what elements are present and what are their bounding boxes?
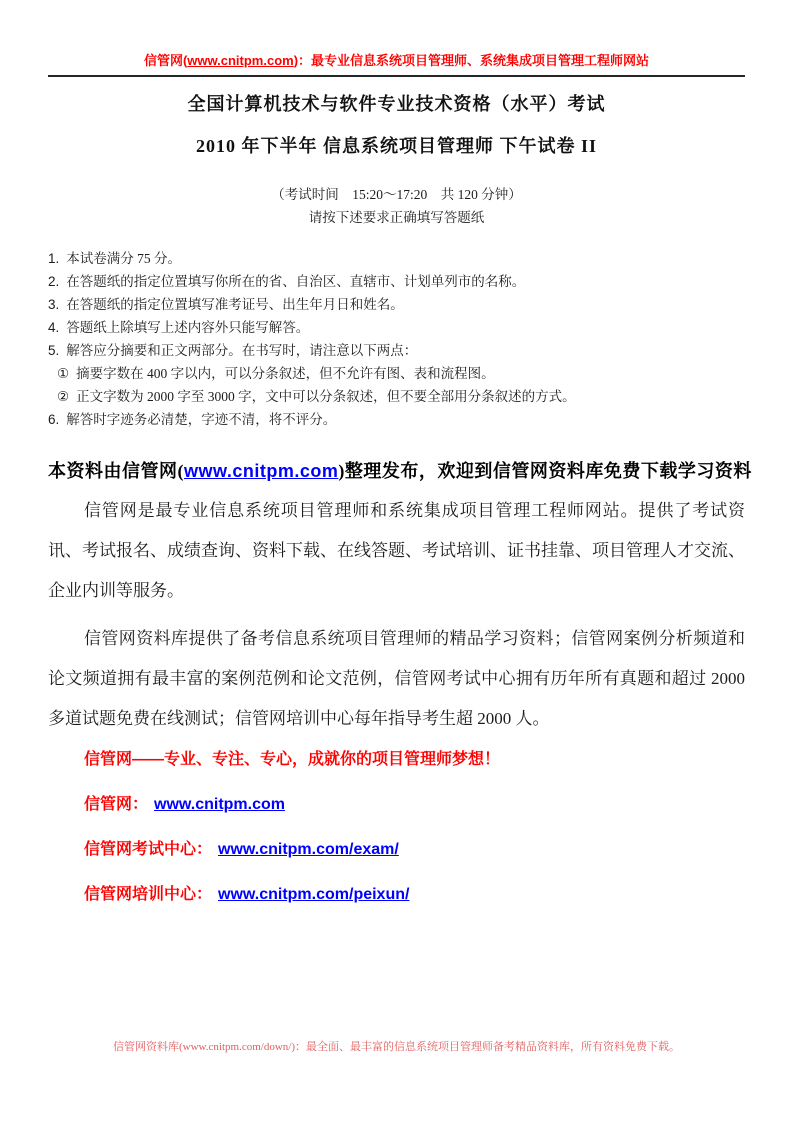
promo-paragraph-1: 信管网是最专业信息系统项目管理师和系统集成项目管理工程师网站。提供了考试资讯、考试报名、成绩查询、资料下载、在线答题、考试培训、证书挂靠、项目管理人才交流、企业内训等服务。 (48, 501, 745, 600)
instruction-number: 5. (48, 343, 60, 358)
instruction-text: 在答题纸的指定位置填写你所在的省、自治区、直辖市、计划单列市的名称。 (66, 274, 526, 289)
site-home-link[interactable]: www.cnitpm.com (154, 796, 285, 813)
instruction-item (48, 316, 745, 339)
header-site-link[interactable]: www.cnitpm.com (187, 53, 294, 68)
statement-suffix: )整理发布，欢迎到信管网资料库免费下载学习资料 (338, 461, 752, 481)
statement-prefix: 本资料由信管网( (48, 461, 184, 481)
site-link-label: 信管网： (84, 796, 149, 813)
header-suffix: )：最专业信息系统项目管理师、系统集成项目管理工程师网站 (293, 53, 650, 68)
training-center-label: 信管网培训中心： (84, 886, 213, 903)
instruction-text: 摘要字数在 400 字以内，可以分条叙述，但不允许有图、表和流程图。 (76, 366, 495, 381)
training-center-link-row (48, 884, 745, 906)
instruction-text: 在答题纸的指定位置填写准考证号、出生年月日和姓名。 (66, 297, 404, 312)
instruction-number: 2. (48, 274, 60, 289)
instruction-subitem (48, 362, 745, 385)
instruction-text: 本试卷满分 75 分。 (66, 251, 182, 266)
instruction-number: 6. (48, 412, 60, 427)
page-header (48, 52, 745, 77)
instruction-item (48, 270, 745, 293)
instruction-item (48, 247, 745, 270)
slogan-line: 信管网——专业、专注、专心，成就你的项目管理师梦想！ (84, 751, 501, 768)
instruction-text: 答题纸上除填写上述内容外只能写解答。 (66, 320, 310, 335)
instruction-item (48, 408, 745, 431)
exam-center-label: 信管网考试中心： (84, 841, 213, 858)
exam-center-link-row (48, 839, 745, 861)
instruction-number: 1. (48, 251, 60, 266)
exam-title-main: 全国计算机技术与软件专业技术资格（水平）考试 (187, 94, 606, 114)
instruction-item (48, 293, 745, 316)
promo-paragraph-2: 信管网资料库提供了备考信息系统项目管理师的精品学习资料；信管网案例分析频道和论文频道拥有最丰富的案例范例和论文范例，信管网考试中心拥有历年所有真题和超过 2000 多道试题免费在线测试；信管网培训中心每年指导考生超 2000 人。 (48, 629, 745, 728)
instruction-number: ② (57, 389, 70, 404)
instruction-text: 正文字数为 2000 字至 3000 字，文中可以分条叙述，但不要全部用分条叙述的方式。 (76, 389, 576, 404)
release-statement (48, 459, 752, 483)
instruction-number: 3. (48, 297, 60, 312)
statement-site-link[interactable]: www.cnitpm.com (184, 461, 339, 481)
instruction-text: 解答应分摘要和正文两部分。在书写时，请注意以下两点： (66, 343, 418, 358)
page-footer: 信管网资料库(www.cnitpm.com/down/)：最全面、最丰富的信息系统项目管理师备考精品资料库，所有资料免费下载。 (113, 1041, 680, 1053)
training-center-link[interactable]: www.cnitpm.com/peixun/ (218, 886, 410, 903)
instruction-number: ① (57, 366, 70, 381)
instruction-number: 4. (48, 320, 60, 335)
instruction-item (48, 339, 745, 362)
exam-note-line: 请按下述要求正确填写答题纸 (308, 210, 485, 225)
exam-title-sub: 2010 年下半年 信息系统项目管理师 下午试卷 II (195, 136, 597, 156)
instruction-subitem (48, 385, 745, 408)
instructions-list (48, 247, 745, 431)
instruction-text: 解答时字迹务必清楚，字迹不清，将不评分。 (66, 412, 337, 427)
exam-center-link[interactable]: www.cnitpm.com/exam/ (218, 841, 399, 858)
exam-time-line: （考试时间 15:20～17:20 共 120 分钟） (271, 187, 522, 202)
site-link-row (48, 794, 745, 816)
header-prefix: 信管网( (143, 53, 188, 68)
